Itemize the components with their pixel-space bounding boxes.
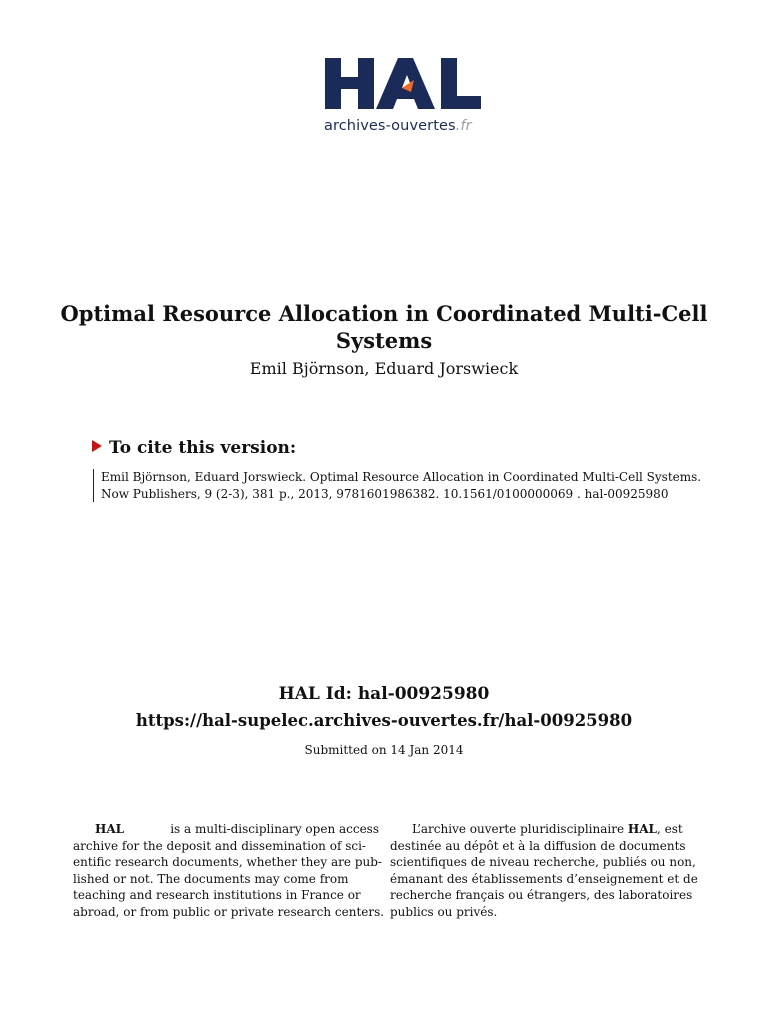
paper-title: Optimal Resource Allocation in Coordinated Multi-Cell Systems <box>60 301 708 353</box>
abstract-line: lished or not. The documents may come from <box>73 871 349 886</box>
paper-authors: Emil Björnson, Eduard Jorswieck <box>249 359 519 378</box>
abstract-line: entific research documents, whether they are pub- <box>73 855 382 870</box>
triangle-bullet-icon <box>92 440 102 452</box>
submission-date: Submitted on 14 Jan 2014 <box>304 743 464 757</box>
hal-logo <box>322 52 487 142</box>
abstract-line: scientifiques de niveau recherche, publiés ou non, <box>390 855 696 870</box>
abstract-line: teaching and research institutions in France or <box>73 888 361 903</box>
abstract-line: destinée au dépôt et à la diffusion de documents <box>390 838 686 853</box>
abstract-line: abroad, or from public or private research centers. <box>73 904 385 919</box>
abstract-line: HAL is a multi-disciplinary open access <box>95 822 379 836</box>
abstract-line: émanant des établissements d’enseignement et de <box>390 871 698 886</box>
abstract-english <box>73 821 385 921</box>
citation-line: Now Publishers, 9 (2-3), 381 p., 2013, 9781601986382. 10.1561/0100000069 . hal-00925980 <box>101 486 669 501</box>
hal-logo-subtitle: archives-ouvertes.fr <box>324 118 472 134</box>
hal-logo-letters <box>322 52 487 114</box>
abstract-line: L’archive ouverte pluridisciplinaire HAL, est <box>412 822 683 836</box>
abstract-line: recherche français ou étrangers, des laboratoires <box>390 888 693 903</box>
abstract-line: publics ou privés. <box>390 904 498 919</box>
abstract-french <box>390 821 696 921</box>
abstract-line: archive for the deposit and dissemination of sci- <box>73 838 366 853</box>
hal-id: HAL Id: hal-00925980 <box>278 684 490 704</box>
citation-line: Emil Björnson, Eduard Jorswieck. Optimal Resource Allocation in Coordinated Multi-Cell Systems. <box>101 470 702 484</box>
cite-heading: To cite this version: <box>92 438 296 458</box>
citation-block <box>93 469 741 502</box>
hal-url-link[interactable]: https://hal-supelec.archives-ouvertes.fr/hal-00925980 <box>135 711 633 730</box>
